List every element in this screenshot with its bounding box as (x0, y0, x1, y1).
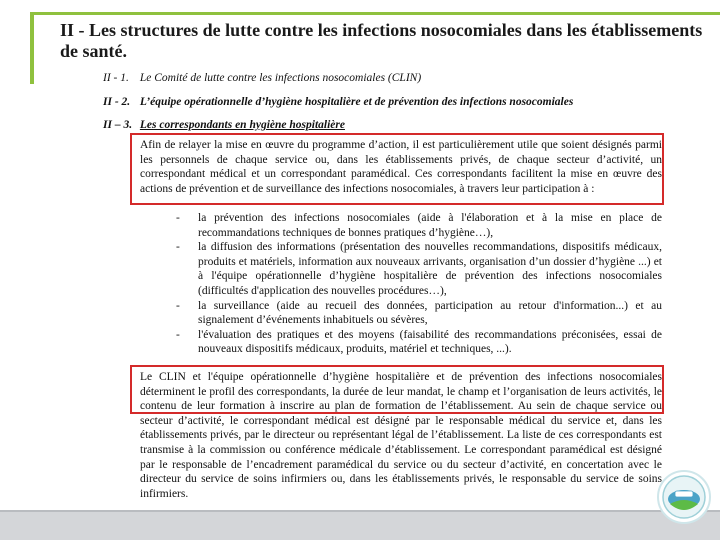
section-heading-3 (103, 118, 345, 132)
list-marker: - (176, 299, 180, 312)
section-heading-number: II - 2. (103, 96, 131, 108)
list-item (176, 299, 662, 328)
paragraph-designation-text: Au sein de chaque service ou secteur d’activité, le correspondant médical est désigné par le responsable médical du service et, dans les établissements privés, par le directeur ou représentant légal de l’établissement. La liste de ces correspondants est transmise à la commission ou conférence médicale d’établissement. Le correspondant paramédical est désigné par le responsable de l’encadrement paramédical du service ou du secteur d’activité, en concertation avec le directeur du service de soins infirmiers ou, dans les établissements privés, le responsable du service de soins infirmiers. (140, 400, 663, 500)
participation-list (176, 211, 662, 357)
section-heading-number: II - 1. (103, 72, 129, 84)
section-heading-label: L’équipe opérationnelle d’hygiène hospitalière et de prévention des infections nosocomiales (139, 96, 574, 108)
highlight-box-correspondants (130, 133, 664, 205)
section-heading-number: II – 3. (103, 119, 133, 131)
highlight-box-clin (130, 365, 664, 414)
section-heading-label: Les correspondants en hygiène hospitalière (139, 119, 345, 131)
list-item-text: la surveillance (aide au recueil des données, participation au retour d'information...) et au signalement d’événements inhabituels ou sévères, (198, 299, 662, 327)
list-item (176, 211, 662, 240)
list-item-text: l'évaluation des pratiques et des moyens (faisabilité des recommandations préconisées, essai de nouveaux dispositifs médicaux, produits, matériel et techniques, ...). (198, 328, 662, 356)
left-accent-rule (30, 12, 34, 84)
hospital-hygiene-logo-icon (657, 470, 711, 524)
list-item-text: la prévention des infections nosocomiales (aide à l'élaboration et à la mise en place de recommandations techniques de bonnes pratiques d’hygiène…), (198, 212, 662, 239)
footer-band (0, 510, 720, 540)
list-item (176, 240, 662, 298)
list-item-text: la diffusion des informations (présentation des nouvelles recommandations, dispositifs médicaux, produits et matériels, information aux nouveaux arrivants, organisation d’un dossier d’hygiène ...) et à l'équipe opérationnelle d’hygiène hospitalière de prévention des infections nosocomiales (difficultés d'application des nouvelles procédures…), (198, 241, 662, 297)
footer-accent-line (0, 510, 720, 512)
logo-graphic (661, 474, 707, 520)
paragraph-clin-profile-text: Le CLIN et l'équipe opérationnelle d’hygiène hospitalière et de prévention des infections nosocomiales déterminent le profil des correspondants, la durée de leur mandat, le champ et l’organisation de leurs activités, le contenu de leur formation à inscrire au plan de formation de l’établissement. (140, 371, 662, 413)
list-marker: - (176, 212, 180, 224)
section-heading-1 (103, 71, 421, 85)
list-item (176, 328, 662, 357)
section-heading-2 (103, 95, 573, 109)
list-marker: - (176, 241, 180, 254)
section-heading-label: Le Comité de lutte contre les infections nosocomiales (CLIN) (139, 72, 422, 84)
slide-title: II - Les structures de lutte contre les infections nosocomiales dans les établissements de santé. (60, 20, 703, 61)
top-accent-rule (30, 12, 720, 15)
paragraph-correspondants-role: Afin de relayer la mise en œuvre du programme d’action, il est particulièrement utile que soient désignés parmi les personnels de chaque service ou, dans les établissements privés, de chaque secteur d’activité, un correspondant médical et un correspondant paramédical. Ces correspondants facilitent la mise en œuvre des actions de prévention et de surveillance des infections nosocomiales, à travers leur participation à : (140, 139, 662, 195)
list-marker: - (176, 328, 180, 341)
